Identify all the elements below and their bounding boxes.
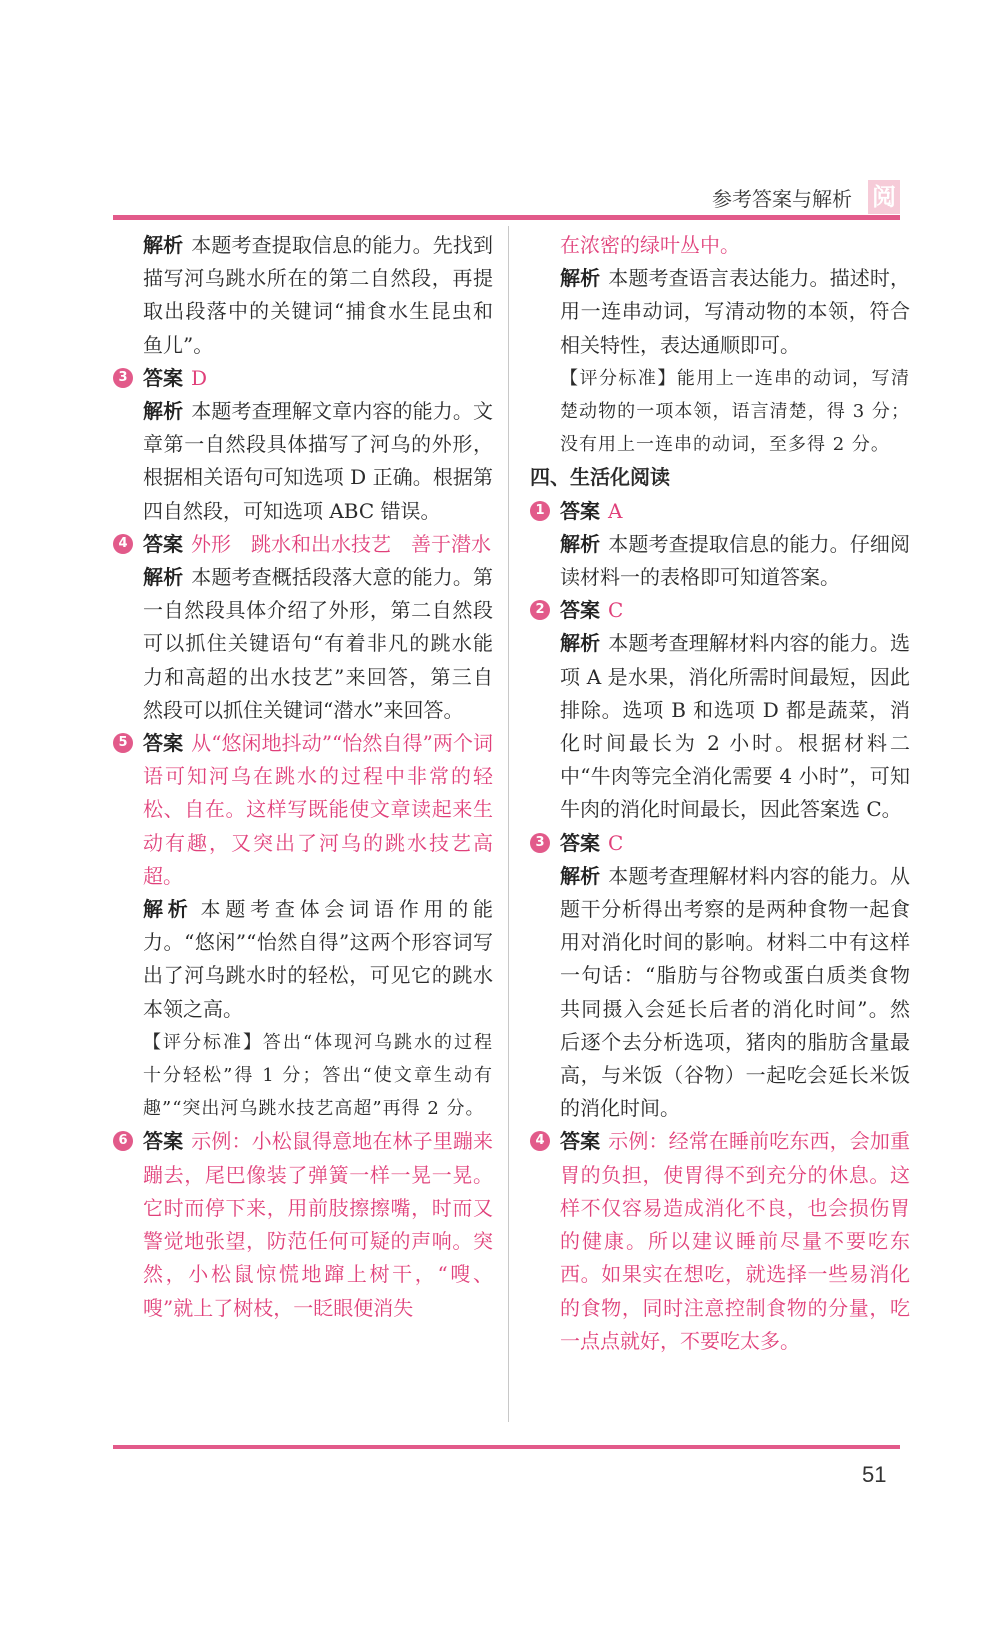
question-4-answer [113, 528, 493, 561]
page-header-title: 参考答案与解析 [712, 187, 852, 211]
analysis-label: 解析 [560, 266, 601, 291]
question-4-answer [530, 1125, 910, 1357]
answer-text: 示例：经常在睡前吃东西，会加重胃的负担，使胃得不到充分的休息。这样不仅容易造成消化不良，也会损伤胃的健康。所以建议睡前尽量不要吃东西。如果实在想吃，就选择一些易消化的食物，同时注意控制食物的分量，吃一点点就好，不要吃太多。 [560, 1129, 910, 1353]
analysis-text: 本题考查理解材料内容的能力。选项 A 是水果，消化所需时间最短，因此排除。选项 B 和选项 D 都是蔬菜，消化时间最长为 2 小时。根据材料二中“牛肉等完全消化需要 4 小时”，可知牛肉的消化时间最长，因此答案选 C。 [560, 631, 910, 822]
question-number-badge: 1 [530, 501, 550, 521]
question-3-analysis [113, 395, 493, 528]
left-column [113, 229, 493, 1325]
analysis-label: 解析 [143, 897, 193, 922]
analysis-text: 本题考查语言表达能力。描述时，用一连串动词，写清动物的本领，符合相关特性，表达通顺即可。 [560, 266, 910, 357]
question-number-badge: 5 [113, 733, 133, 753]
page-number: 51 [862, 1462, 887, 1487]
analysis-text: 本题考查体会词语作用的能力。“悠闲”“怡然自得”这两个形容词写出了河乌跳水时的轻松，可见它的跳水本领之高。 [143, 897, 494, 1021]
column-divider [508, 226, 509, 1422]
analysis-text: 本题考查理解材料内容的能力。从题干分析得出考察的是两种食物一起食用对消化时间的影响。材料二中有这样一句话：“脂肪与谷物或蛋白质类食物共同摄入会延长后者的消化时间”。然后逐个去分析选项，猪肉的脂肪含量最高，与米饭（谷物）一起吃会延长米饭的消化时间。 [560, 863, 910, 1121]
answer-label: 答案 [143, 731, 184, 756]
analysis-label: 解析 [143, 565, 184, 590]
answer-label: 答案 [560, 498, 600, 523]
answer-label: 答案 [143, 365, 183, 390]
analysis-label: 解析 [560, 531, 601, 556]
answer-text: C [608, 830, 624, 855]
answer-label: 答案 [560, 830, 600, 855]
answer-label: 答案 [143, 1129, 184, 1154]
continued-scoring-standard: 【评分标准】能用上一连串的动词，写清楚动物的一项本领，语言清楚，得 3 分；没有用上一连串的动词，至多得 2 分。 [560, 367, 910, 456]
question-4-analysis [113, 561, 493, 727]
question-number-badge: 4 [530, 1131, 550, 1151]
question-5-scoring-standard: 【评分标准】答出“体现河乌跳水的过程十分轻松”得 1 分；答出“使文章生动有趣”“突出河乌跳水技艺高超”再得 2 分。 [143, 1031, 493, 1120]
continued-analysis [530, 262, 910, 362]
answer-label: 答案 [560, 598, 600, 623]
answer-text: 从“悠闲地抖动”“怡然自得”两个词语可知河乌在跳水的过程中非常的轻松、自在。这样写既能使文章读起来生动有趣，又突出了河乌的跳水技艺高超。 [143, 731, 494, 888]
question-number-badge: 4 [113, 534, 133, 554]
question-1-analysis [530, 528, 910, 594]
analysis-text: 本题考查理解文章内容的能力。文章第一自然段具体描写了河乌的外形，根据相关语句可知选项 D 正确。根据第四自然段，可知选项 ABC 错误。 [143, 399, 493, 523]
answer-label: 答案 [143, 531, 183, 556]
question-number-badge: 6 [113, 1131, 133, 1151]
answer-text: C [608, 598, 624, 623]
question-2-answer [530, 594, 910, 627]
section-title: 四、生活化阅读 [530, 465, 670, 490]
header-rule [113, 215, 900, 220]
analysis-label: 解析 [143, 399, 184, 424]
question-6-answer [113, 1125, 493, 1324]
answer-text: 示例：小松鼠得意地在林子里蹦来蹦去，尾巴像装了弹簧一样一晃一晃。它时而停下来，用前肢擦擦嘴，时而又警觉地张望，防范任何可疑的声响。突然，小松鼠惊慌地蹿上树干，“嗖、嗖”就上了树枝，一眨眼便消失 [143, 1129, 493, 1320]
analysis-label: 解析 [560, 863, 601, 888]
section-tab-badge: 阅 [868, 180, 900, 214]
continued-answer: 在浓密的绿叶丛中。 [560, 233, 740, 257]
analysis-label: 解析 [560, 631, 601, 656]
answer-label: 答案 [560, 1129, 601, 1154]
analysis-text: 本题考查提取信息的能力。先找到描写河乌跳水所在的第二自然段，再提取出段落中的关键词“捕食水生昆虫和鱼儿”。 [143, 233, 493, 357]
continued-analysis [113, 229, 493, 362]
answer-text: A [608, 498, 623, 523]
question-5-answer [113, 727, 493, 893]
analysis-text: 本题考查概括段落大意的能力。第一自然段具体介绍了外形，第二自然段可以抓住关键语句“有着非凡的跳水能力和高超的出水技艺”来回答，第三自然段可以抓住关键词“潜水”来回答。 [143, 565, 493, 722]
question-number-badge: 2 [530, 600, 550, 620]
question-3-analysis [530, 860, 910, 1126]
question-number-badge: 3 [113, 368, 133, 388]
footer-rule [113, 1445, 900, 1449]
analysis-text: 本题考查提取信息的能力。仔细阅读材料一的表格即可知道答案。 [560, 531, 910, 590]
question-3-answer [530, 827, 910, 860]
right-column [530, 229, 910, 1358]
question-1-answer [530, 495, 910, 528]
question-number-badge: 3 [530, 833, 550, 853]
answer-text: D [191, 365, 208, 390]
question-3-answer [113, 362, 493, 395]
question-2-analysis [530, 627, 910, 826]
answer-text: 外形 跳水和出水技艺 善于潜水 [191, 531, 491, 556]
question-5-analysis [113, 893, 493, 1026]
analysis-label: 解析 [143, 233, 184, 257]
